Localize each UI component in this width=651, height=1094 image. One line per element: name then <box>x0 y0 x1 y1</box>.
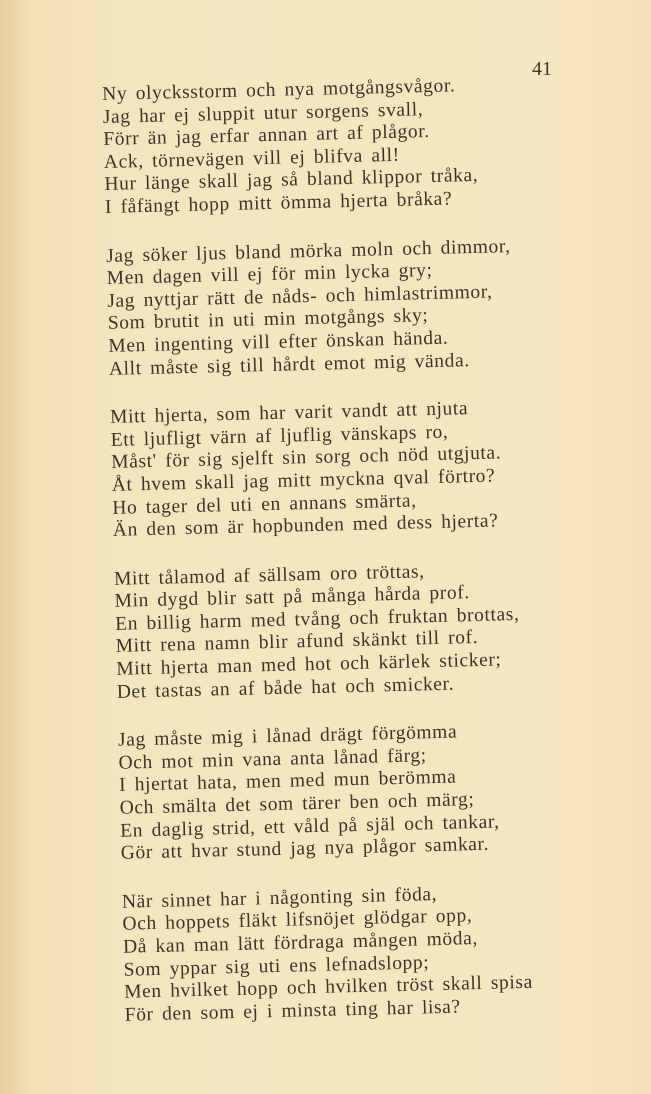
verse-line: Som brutit in uti min motgångs sky; <box>107 305 429 335</box>
stanza <box>102 73 575 220</box>
verse-line: Och hoppets fläkt lifsnöjet glödgar opp, <box>122 905 473 936</box>
verse-line: En billig harm med tvång och fruktan brottas, <box>114 603 520 635</box>
verse-line: Min dygd blir satt på många hårda prof. <box>114 582 471 613</box>
verse-line: Men hvilket hopp och hvilken tröst skall spisa <box>123 971 534 1003</box>
stanza <box>114 557 587 704</box>
verse-line: Som yppar sig uti ens lefnadslopp; <box>123 951 430 981</box>
verse-line: Åt hvem skall jag mitt myckna qval förtro? <box>111 465 496 496</box>
verse-line: Allt måste sig till hårdt emot mig vända. <box>108 349 470 380</box>
stanza <box>110 396 583 543</box>
stanza <box>106 234 579 381</box>
stanza <box>122 880 595 1027</box>
verse-line: Men dagen vill ej för min lycka gry; <box>106 260 433 290</box>
verse-line: Mitt rena namn blir afund skänkt till rof. <box>115 627 479 658</box>
verse-line: I fåfängt hopp mitt ömma hjerta bråka? <box>104 188 453 218</box>
verse-line: Jag söker ljus bland mörka moln och dimmor, <box>105 235 511 267</box>
verse-line: Ho tager del uti en annans smärta, <box>112 489 417 519</box>
verse-line: Men ingenting vill efter önskan hända. <box>108 327 449 357</box>
verse-line: Ett ljufligt värn af ljuflig vänskaps ro, <box>110 421 449 451</box>
verse-line: Det tastas an af både hat och smicker. <box>116 673 455 703</box>
verse-line: Ack, törnevägen vill ej blifva all! <box>103 144 401 173</box>
verse-line: Förr än jag erfar annan art af plågor. <box>103 121 430 151</box>
verse-line: För den som ej i minsta ting har lisa? <box>124 996 461 1026</box>
verse-line: Då kan man lätt fördraga mången möda, <box>122 928 479 958</box>
verse-line: Måst' för sig sjelft sin sorg och nöd utgjuta. <box>110 442 502 474</box>
poem-text <box>102 73 596 1054</box>
verse-line: En daglig strid, ett våld på själ och tankar, <box>119 811 500 842</box>
verse-line: Jag har ej sluppit utur sorgens svall, <box>102 98 424 128</box>
verse-line: Mitt hjerta man med hot och kärlek sticker; <box>116 649 502 680</box>
verse-line: Hur länge skall jag så bland klippor tråka, <box>104 165 479 196</box>
verse-line: Och mot min vana anta lånad färg; <box>118 745 427 774</box>
verse-line: Ny olycksstorm och nya motgångsvågor. <box>102 75 456 105</box>
verse-line: Och smälta det som tärer ben och märg; <box>119 789 475 819</box>
verse-line: Mitt hjerta, som har varit vandt att njuta <box>109 398 469 429</box>
stanza <box>118 719 591 866</box>
verse-line: Jag nyttjar rätt de nåds- och himlastrimmor, <box>107 281 493 312</box>
verse-line: I hjertat hata, men med mun berömma <box>118 766 457 797</box>
verse-line: Gör att hvar stund jag nya plågor samkar. <box>120 833 490 864</box>
verse-line: Mitt tålamod af sällsam oro tröttas, <box>113 560 425 590</box>
verse-line: När sinnet har i någonting sin föda, <box>121 883 438 913</box>
verse-line: Än den som är hopbunden med dess hjerta? <box>112 510 499 541</box>
verse-line: Jag måste mig i lånad drägt förgömma <box>117 721 458 752</box>
page-number: 41 <box>532 58 552 80</box>
